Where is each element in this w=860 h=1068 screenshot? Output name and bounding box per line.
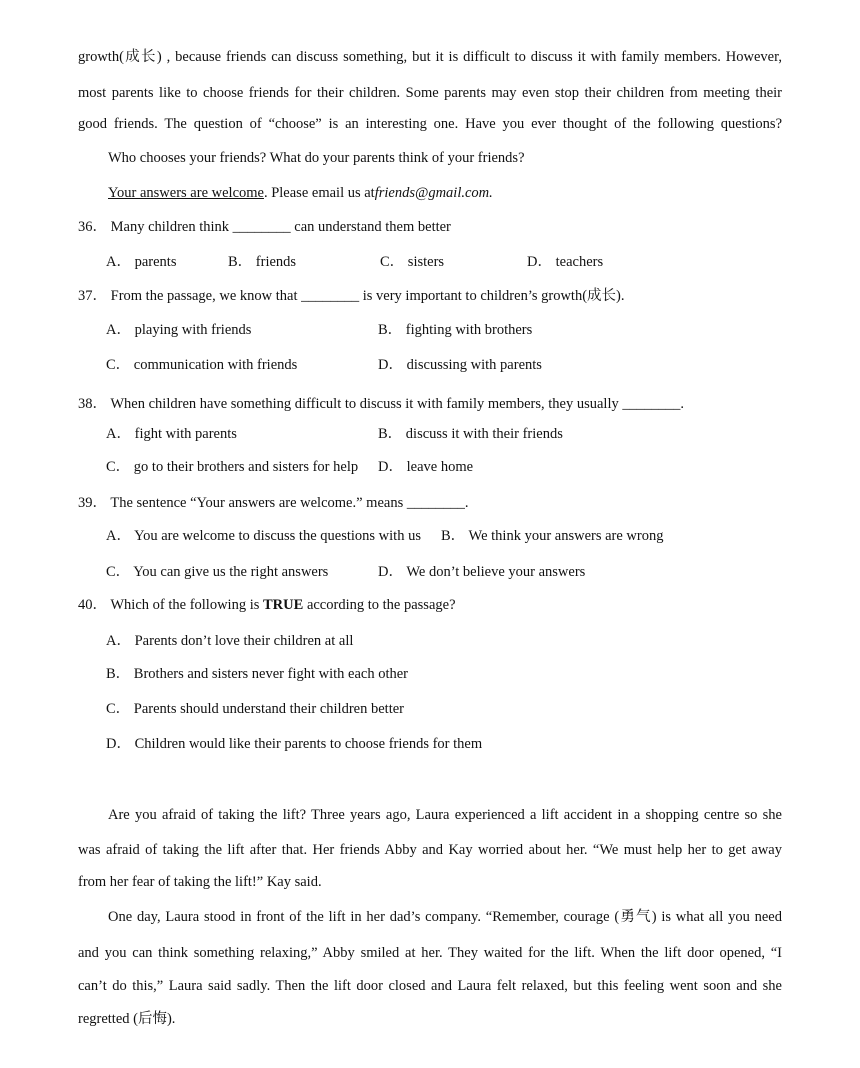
q40-option-d xyxy=(106,735,482,753)
option-text: communication with friends xyxy=(133,357,298,373)
question-text: The sentence “Your answers are welcome.” means ________. xyxy=(110,495,469,511)
option-letter: C． xyxy=(380,254,405,270)
passage2-line-4: One day, Laura stood in front of the lift in her dad’s company. “Remember, courage (勇气) is what all you need xyxy=(108,909,782,925)
option-letter: D． xyxy=(527,254,552,270)
question-number: 40． xyxy=(78,597,107,613)
question-text-end: according to the passage? xyxy=(303,597,456,613)
option-text: Brothers and sisters never fight with each other xyxy=(133,666,409,682)
option-letter: A． xyxy=(106,633,131,649)
question-text: Many children think ________ can understand them better xyxy=(110,219,451,235)
option-text: friends xyxy=(255,254,297,270)
q38-option-b xyxy=(378,425,563,443)
option-letter: A． xyxy=(106,254,131,270)
email-prompt: . Please email us at xyxy=(263,185,375,201)
option-text: fighting with brothers xyxy=(405,322,533,338)
q36-option-b xyxy=(228,253,296,271)
email-address: friends@gmail.com. xyxy=(374,185,493,201)
passage1-line-1: growth(成长) , because friends can discuss something, but it is difficult to discuss it with family members. However, xyxy=(78,49,782,65)
passage2-line-3: from her fear of taking the lift!” Kay said. xyxy=(78,874,322,890)
question-36-stem xyxy=(78,218,451,236)
passage2-line-5: and you can think something relaxing,” Abby smiled at her. They waited for the lift. When the lift door opened, “I xyxy=(78,945,782,961)
question-38-stem xyxy=(78,395,684,413)
option-text: Parents don’t love their children at all xyxy=(134,633,354,649)
passage1-line-5 xyxy=(108,184,493,202)
option-letter: C． xyxy=(106,357,131,373)
q37-option-b xyxy=(378,321,532,339)
option-letter: C． xyxy=(106,701,131,717)
option-letter: D． xyxy=(378,564,403,580)
q36-option-a xyxy=(106,253,176,271)
option-letter: A． xyxy=(106,528,131,544)
q38-option-a xyxy=(106,425,237,443)
option-letter: A． xyxy=(106,322,131,338)
option-text: You are welcome to discuss the questions with us xyxy=(134,528,421,544)
q36-option-c xyxy=(380,253,444,271)
option-letter: D． xyxy=(378,459,403,475)
passage2-line-1: Are you afraid of taking the lift? Three years ago, Laura experienced a lift accident in a shopping centre so she xyxy=(108,807,782,823)
option-text: We think your answers are wrong xyxy=(468,528,664,544)
question-number: 37． xyxy=(78,288,107,304)
q38-option-c xyxy=(106,458,358,476)
passage2-line-2: was afraid of taking the lift after that. Her friends Abby and Kay worried about her. “We must help her to get away xyxy=(78,842,782,858)
question-39-stem xyxy=(78,494,468,512)
q36-option-d xyxy=(527,253,603,271)
question-number: 38． xyxy=(78,396,107,412)
q37-option-c xyxy=(106,356,297,374)
passage2-line-7: regretted (后悔). xyxy=(78,1011,176,1027)
option-text: We don’t believe your answers xyxy=(406,564,586,580)
q37-option-a xyxy=(106,321,251,339)
q39-option-d xyxy=(378,563,585,581)
option-text: fight with parents xyxy=(134,426,237,442)
option-letter: C． xyxy=(106,459,131,475)
q38-option-d xyxy=(378,458,473,476)
q39-option-c xyxy=(106,563,328,581)
question-40-stem xyxy=(78,596,456,614)
q39-option-b xyxy=(441,527,663,545)
option-text: Children would like their parents to choose friends for them xyxy=(134,736,483,752)
question-37-stem xyxy=(78,287,624,305)
option-text: parents xyxy=(134,254,177,270)
option-text: discuss it with their friends xyxy=(405,426,563,442)
option-letter: B． xyxy=(378,426,403,442)
passage2-line-6: can’t do this,” Laura said sadly. Then the lift door closed and Laura felt relaxed, but this feeling went soon and she xyxy=(78,978,782,994)
option-letter: C． xyxy=(106,564,131,580)
passage1-line-4: Who chooses your friends? What do your parents think of your friends? xyxy=(108,150,525,166)
option-letter: B． xyxy=(378,322,403,338)
question-number: 36． xyxy=(78,219,107,235)
q39-option-a xyxy=(106,527,421,545)
option-text: go to their brothers and sisters for help xyxy=(133,459,359,475)
question-text: When children have something difficult to discuss it with family members, they usually ________. xyxy=(110,396,684,412)
q37-option-d xyxy=(378,356,542,374)
option-letter: D． xyxy=(378,357,403,373)
option-text: discussing with parents xyxy=(406,357,542,373)
q40-option-b xyxy=(106,665,408,683)
option-letter: A． xyxy=(106,426,131,442)
option-letter: D． xyxy=(106,736,131,752)
underlined-phrase: Your answers are welcome xyxy=(108,185,264,201)
option-letter: B． xyxy=(106,666,131,682)
question-text-start: Which of the following is xyxy=(110,597,264,613)
option-letter: B． xyxy=(441,528,466,544)
option-letter: B． xyxy=(228,254,253,270)
option-text: You can give us the right answers xyxy=(133,564,329,580)
question-number: 39． xyxy=(78,495,107,511)
option-text: leave home xyxy=(406,459,474,475)
question-text: From the passage, we know that ________ is very important to children’s growth(成长). xyxy=(110,288,625,304)
q40-option-c xyxy=(106,700,404,718)
option-text: playing with friends xyxy=(134,322,252,338)
option-text: sisters xyxy=(407,254,445,270)
option-text: Parents should understand their children better xyxy=(133,701,404,717)
passage1-line-2: most parents like to choose friends for their children. Some parents may even stop their children from meeting their xyxy=(78,85,782,101)
q40-option-a xyxy=(106,632,353,650)
option-text: teachers xyxy=(555,254,604,270)
passage1-line-3: good friends. The question of “choose” is an interesting one. Have you ever thought of the following questions? xyxy=(78,116,782,132)
question-text-emphasis: TRUE xyxy=(263,597,304,613)
